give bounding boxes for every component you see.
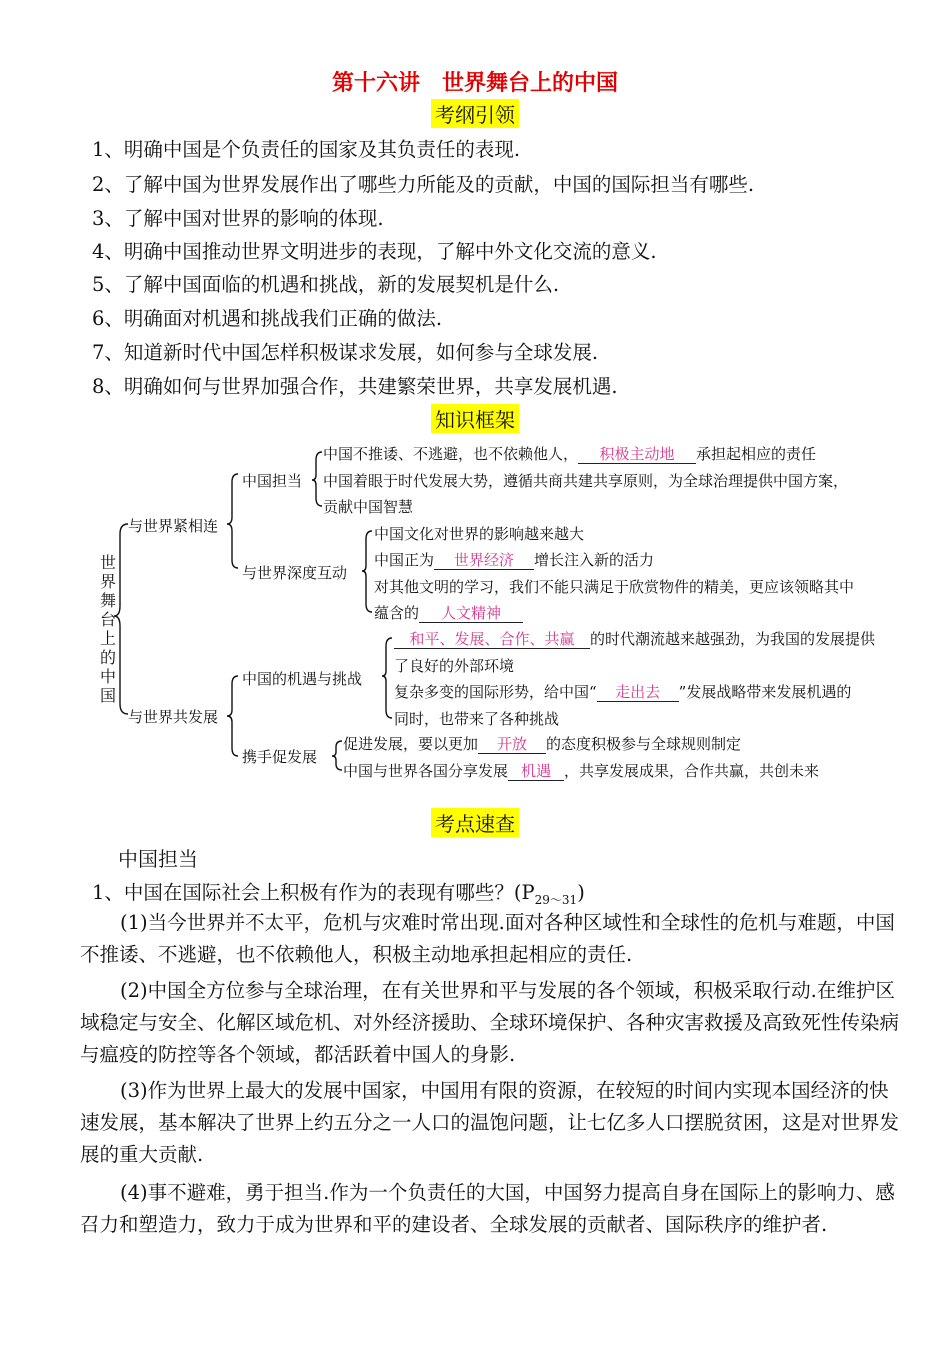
fill-blank: 和平、发展、合作、共赢 [394,630,590,649]
framework-line: 中国不推诿、不逃避，也不依赖他人， 积极主动地 承担起相应的责任 [323,445,817,463]
framework-heading: 知识框架 [431,404,519,433]
sub-branch-label: 中国的机遇与挑战 [242,670,363,688]
fill-blank: 走出去 [597,683,679,702]
framework-line: 同时，也带来了各种挑战 [394,710,560,728]
framework-line: 中国正为 世界经济 增长注入新的活力 [374,551,655,569]
page-title: 第十六讲 世界舞台上的中国 [331,71,618,96]
answer-paragraph: (1)当今世界并不太平，危机与灾难时常出现.面对各种区域性和全球性的危机与难题，中国不推诿、不逃避，也不依赖他人，积极主动地承担起相应的责任. [80,911,895,966]
outline-item: 8、明确如何与世界加强合作，共建繁荣世界，共享发展机遇. [92,375,618,398]
question: 1、中国在国际社会上积极有作为的表现有哪些？$(P_{29\sim 31})$ [92,881,585,907]
framework-line: 中国文化对世界的影响越来越大 [374,525,585,543]
fill-blank: 机遇 [508,762,564,781]
outline-item: 6、明确面对机遇和挑战我们正确的做法. [92,307,443,330]
framework-root: 世界舞台上的中国 [99,553,116,705]
check-heading: 考点速查 [431,808,519,837]
fill-blank: 开放 [478,735,546,754]
section-title: 中国担当 [118,847,198,871]
framework-line: 贡献中国智慧 [323,498,414,516]
framework-line: 对其他文明的学习，我们不能只满足于欣赏物件的精美，更应该领略其中 [374,578,855,596]
sub-branch-label: 中国担当 [242,472,303,490]
framework-line: 复杂多变的国际形势，给中国“ 走出去 ”发展战略带来发展机遇的 [394,683,852,701]
fill-blank: 积极主动地 [578,445,696,464]
sub-branch-label: 与世界深度互动 [242,564,348,582]
framework-line: 了良好的外部环境 [394,657,515,675]
outline-item: 1、明确中国是个负责任的国家及其负责任的表现. [92,138,521,161]
framework-line: 蕴含的 人文精神 [374,602,523,623]
fill-blank: 人文精神 [419,604,523,623]
answer-paragraph: (3)作为世界上最大的发展中国家，中国用有限的资源，在较短的时间内实现本国经济的快速发展，基本解决了世界上约五分之一人口的温饱问题，让七亿多人口摆脱贫困，这是对世界发展的重大贡献. [80,1079,900,1166]
branch-label: 与世界紧相连 [128,517,219,535]
outline-item: 7、知道新时代中国怎样积极谋求发展，如何参与全球发展. [92,341,599,364]
framework-line: 中国与世界各国分享发展 机遇 ，共享发展成果，合作共赢，共创未来 [343,762,820,780]
outline-heading: 考纲引领 [431,99,519,128]
framework-line: 和平、发展、合作、共赢 的时代潮流越来越强劲，为我国的发展提供 [394,628,875,649]
sub-branch-label: 携手促发展 [242,748,318,766]
outline-item: 4、明确中国推动世界文明进步的表现，了解中外文化交流的意义. [92,240,657,263]
outline-item: 2、了解中国为世界发展作出了哪些力所能及的贡献，中国的国际担当有哪些. [92,173,755,196]
framework-line: 促进发展，要以更加 开放 的态度积极参与全球规则制定 [343,735,742,753]
outline-item: 5、了解中国面临的机遇和挑战，新的发展契机是什么. [92,273,560,296]
answer-paragraph: (2)中国全方位参与全球治理，在有关世界和平与发展的各个领域，积极采取行动.在维护区域稳定与安全、化解区域危机、对外经济援助、全球环境保护、各种灾害救援及高致死性传染病与瘟疫的防控等各个领域，都活跃着中国人的身影. [80,979,900,1066]
fill-blank: 世界经济 [434,551,534,570]
check-heading-wrap [0,808,950,837]
answer-paragraph: (4)事不避难，勇于担当.作为一个负责任的大国，中国努力提高自身在国际上的影响力、感召力和塑造力，致力于成为世界和平的建设者、全球发展的贡献者、国际秩序的维护者. [80,1181,895,1236]
outline-item: 3、了解中国对世界的影响的体现. [92,207,384,230]
branch-label: 与世界共发展 [128,708,219,726]
framework-line: 中国着眼于时代发展大势，遵循共商共建共享原则，为全球治理提供中国方案， [323,472,849,490]
